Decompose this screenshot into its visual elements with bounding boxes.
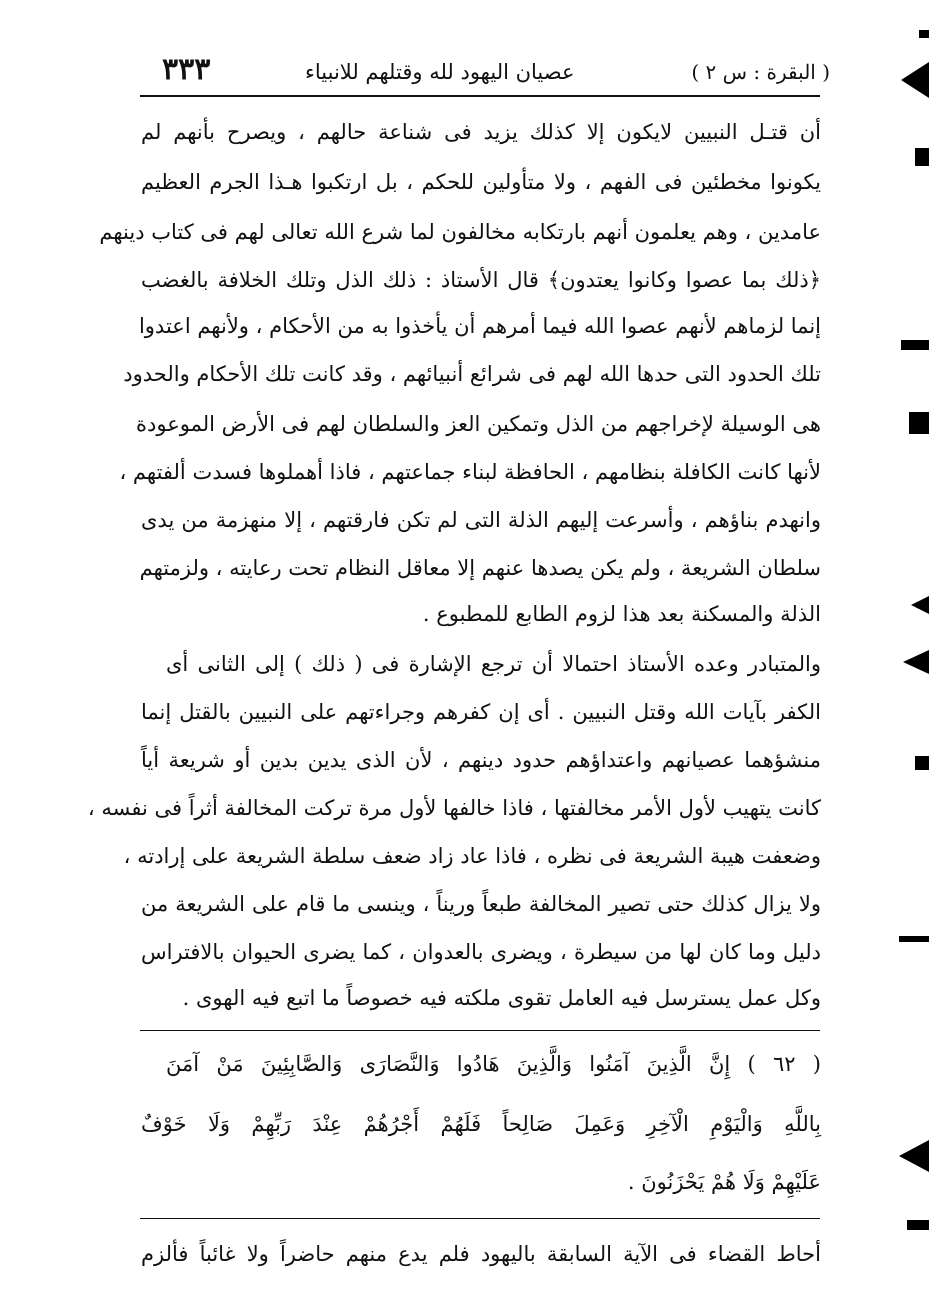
scan-mark xyxy=(915,148,929,166)
text-line: يكونوا مخطئين فى الفهم ، ولا متأولين للحكم ، بل ارتكبوا هـذا الجرم العظيم xyxy=(141,170,821,194)
scan-mark xyxy=(907,1220,929,1230)
verse-line: ( ٦٢ ) إِنَّ الَّذِينَ آمَنُوا وَالَّذِينَ هَادُوا وَالنَّصَارَى وَالصَّابِئِينَ مَنْ آمَنَ xyxy=(166,1052,822,1076)
header-rule xyxy=(140,95,820,97)
scan-edge-marks xyxy=(891,0,931,1314)
text-line: وانهدم بناؤهم ، وأسرعت إليهم الذلة التى لم تكن فارقتهم ، إلا منهزمة من يدى xyxy=(141,508,821,532)
scan-mark xyxy=(919,30,929,38)
text-line: ولا يزال كذلك حتى تصير المخالفة طبعاً وريناً ، وينسى ما قام على الشريعة من xyxy=(141,892,821,916)
text-line: الذلة والمسكنة بعد هذا لزوم الطابع للمطبوع . xyxy=(422,602,821,626)
text-line: منشؤهما عصيانهم واعتداؤهم حدود دينهم ، لأن الذى يدين بدين أو شريعة أياً xyxy=(141,748,821,772)
text-line: الكفر بآيات الله وقتل النبيين . أى إن كفرهم وجراءتهم على النبيين بالقتل إنما xyxy=(141,700,821,724)
running-header xyxy=(140,52,830,92)
chapter-title: عصيان اليهود لله وقتلهم للانبياء xyxy=(305,60,575,84)
text-line: عامدين ، وهم يعلمون أنهم بارتكابه مخالفون لما شرع الله تعالى لهم فى كتاب دينهم xyxy=(99,220,821,244)
page-number: ٣٣٣ xyxy=(162,52,211,87)
verse-separator xyxy=(140,1030,820,1031)
text-line: تلك الحدود التى حدها الله لهم فى شرائع أنبيائهم ، وقد كانت تلك الأحكام والحدود xyxy=(123,362,821,386)
scan-mark xyxy=(901,340,929,350)
text-line: سلطان الشريعة ، ولم يكن يصدها عنهم إلا معاقل النظام تحت رعايته ، ولزمتهم xyxy=(139,556,821,580)
text-line: ﴿ذلك بما عصوا وكانوا يعتدون﴾ قال الأستاذ : ذلك الذل وتلك الخلافة بالغضب xyxy=(141,268,821,292)
text-line: كانت يتهيب لأول الأمر مخالفتها ، فاذا خالفها لأول مرة تركت المخالفة أثراً فى نفسه ، xyxy=(87,796,821,820)
scan-mark xyxy=(899,1140,929,1172)
text-line: إنما لزماهم لأنهم عصوا الله فيما أمرهم أن يأخذوا به من الأحكام ، ولأنهم اعتدوا xyxy=(138,314,821,338)
scan-mark xyxy=(911,596,929,614)
surah-reference: ( البقرة : س ٢ ) xyxy=(691,60,830,84)
text-line: والمتبادر وعده الأستاذ احتمالا أن ترجع الإشارة فى ( ذلك ) إلى الثانى أى xyxy=(166,652,821,676)
verse-line: بِاللَّهِ وَالْيَوْمِ الْآخِرِ وَعَمِلَ صَالِحاً فَلَهُمْ أَجْرُهُمْ عِنْدَ رَبِّهِمْ وَلَا خَوْفٌ xyxy=(141,1112,821,1136)
scan-mark xyxy=(909,412,929,434)
text-line: هى الوسيلة لإخراجهم من الذل وتمكين العز والسلطان لهم فى الأرض الموعودة xyxy=(136,412,821,436)
commentary-separator xyxy=(140,1218,820,1219)
scan-mark xyxy=(903,650,929,674)
text-line: دليل وما كان لها من سيطرة ، ويضرى بالعدوان ، كما يضرى الحيوان بالافتراس xyxy=(141,940,821,964)
commentary-line: أحاط القضاء فى الآية السابقة باليهود فلم يدع منهم حاضراً ولا غائباً فألزم xyxy=(141,1242,821,1266)
scan-mark xyxy=(915,756,929,770)
text-line: وكل عمل يسترسل فيه العامل تقوى ملكته فيه خصوصاً ما اتبع فيه الهوى . xyxy=(182,986,821,1010)
scan-mark xyxy=(901,62,929,98)
verse-line: عَلَيْهِمْ وَلَا هُمْ يَحْزَنُونَ . xyxy=(627,1170,821,1194)
text-line: لأنها كانت الكافلة بنظامهم ، الحافظة لبناء جماعتهم ، فاذا أهملوها فسدت ألفتهم ، xyxy=(119,460,821,484)
text-line: وضعفت هيبة الشريعة فى نظره ، فاذا عاد زاد ضعف سلطة الشريعة على إرادته ، xyxy=(123,844,821,868)
text-line: أن قتـل النبيين لايكون إلا كذلك يزيد فى شناعة حالهم ، ويصرح بأنهم لم xyxy=(141,120,821,144)
scan-mark xyxy=(899,936,929,942)
